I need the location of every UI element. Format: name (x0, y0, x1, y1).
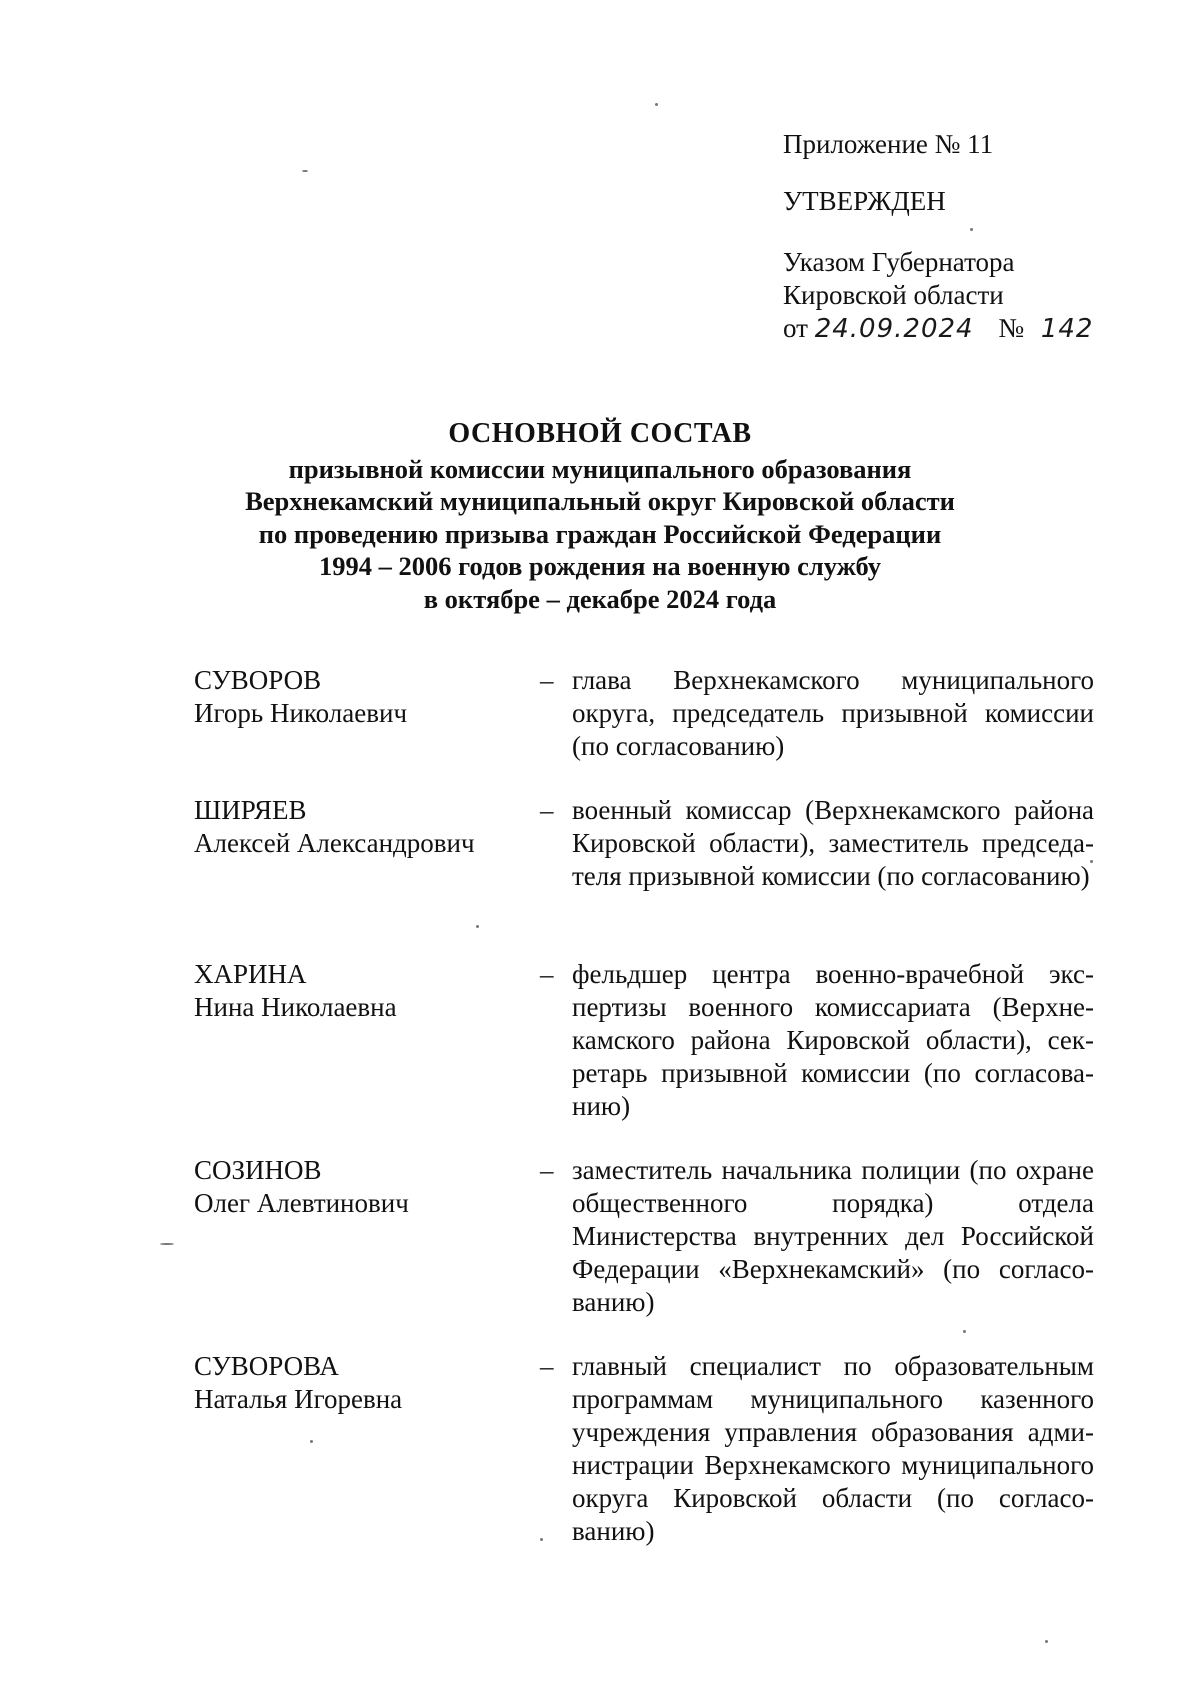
scan-speck (655, 103, 658, 106)
title-line-1: призывной комиссии муниципального образования (288, 453, 912, 484)
scan-speck (1045, 1640, 1048, 1643)
member-given-names: Игорь Николаевич (194, 698, 408, 728)
member-role: глава Верхнекамского муниципального округа, председатель призывной комиссии (по согласованию) (572, 665, 1094, 761)
member-name (194, 794, 524, 860)
scan-speck (310, 1440, 313, 1443)
member-surname: СУВОРОВА (194, 1351, 339, 1381)
decree-date-line (783, 312, 1093, 346)
title-line-2: Верхнекамский муниципальный округ Кировской области (245, 486, 955, 516)
document-title (150, 418, 1050, 615)
member-surname: СОЗИНОВ (194, 1155, 322, 1185)
member-role: главный специалист по образовательным программам муниципального казенного учреждения управления образования администрации Верхнекамского муниципального округа Кировской области (по согласованию) (572, 1351, 1094, 1546)
member-given-names: Алексей Александрович (194, 828, 475, 858)
approval-block (783, 128, 1093, 346)
scan-speck (302, 170, 308, 172)
member-given-names: Наталья Игоревна (194, 1384, 403, 1414)
scan-speck (963, 1330, 966, 1333)
decree-line-1: Указом Губернатора (783, 247, 1015, 277)
scan-speck (540, 1538, 543, 1541)
member-surname: ХАРИНА (194, 959, 307, 989)
title-main: ОСНОВНОЙ СОСТАВ (448, 418, 752, 449)
member-given-names: Олег Алевтинович (194, 1188, 409, 1218)
member-given-names: Нина Николаевна (194, 992, 397, 1022)
member-surname: СУВОРОВ (194, 665, 322, 695)
appendix-label: Приложение № 11 (783, 129, 994, 159)
scan-speck (476, 925, 479, 928)
member-name (194, 1154, 524, 1220)
number-prefix: № (998, 313, 1025, 343)
member-name (194, 958, 524, 1024)
title-line-4: 1994 – 2006 годов рождения на военную службу (319, 551, 881, 581)
member-dash: – (540, 1155, 554, 1185)
member-name (194, 1350, 524, 1416)
title-line-5: в октябре – декабре 2024 года (423, 583, 777, 614)
member-role: фельдшер центра военно-врачебной экспертизы военного комиссариата (Верхнекамского района Кировской области), секретарь призывной комиссии (по согласованию) (572, 959, 1094, 1121)
date-prefix: от (783, 313, 808, 343)
handwritten-number: 142 (1040, 314, 1094, 344)
handwritten-date: 24.09.2024 (814, 314, 974, 344)
scan-speck (1090, 860, 1093, 863)
scan-speck (970, 228, 973, 231)
approved-label: УТВЕРЖДЕН (783, 186, 946, 216)
member-name (194, 664, 524, 730)
decree-line-2: Кировской области (783, 280, 1004, 310)
member-role: заместитель начальника полиции (по охране общественного порядка) отдела Министерства внутренних дел Российской Федерации «Верхнекамский» (по согласованию) (572, 1155, 1094, 1317)
title-line-3: по проведению призыва граждан Российской Федерации (258, 518, 942, 549)
member-dash: – (540, 665, 554, 695)
member-dash: – (540, 959, 554, 989)
member-role: военный комиссар (Верхнекамского района Кировской области), заместитель председателя призывной комиссии (по согласованию) (572, 795, 1094, 891)
scan-speck (160, 1243, 174, 1245)
member-dash: – (540, 795, 554, 825)
member-surname: ШИРЯЕВ (194, 795, 307, 825)
member-dash: – (540, 1351, 554, 1381)
